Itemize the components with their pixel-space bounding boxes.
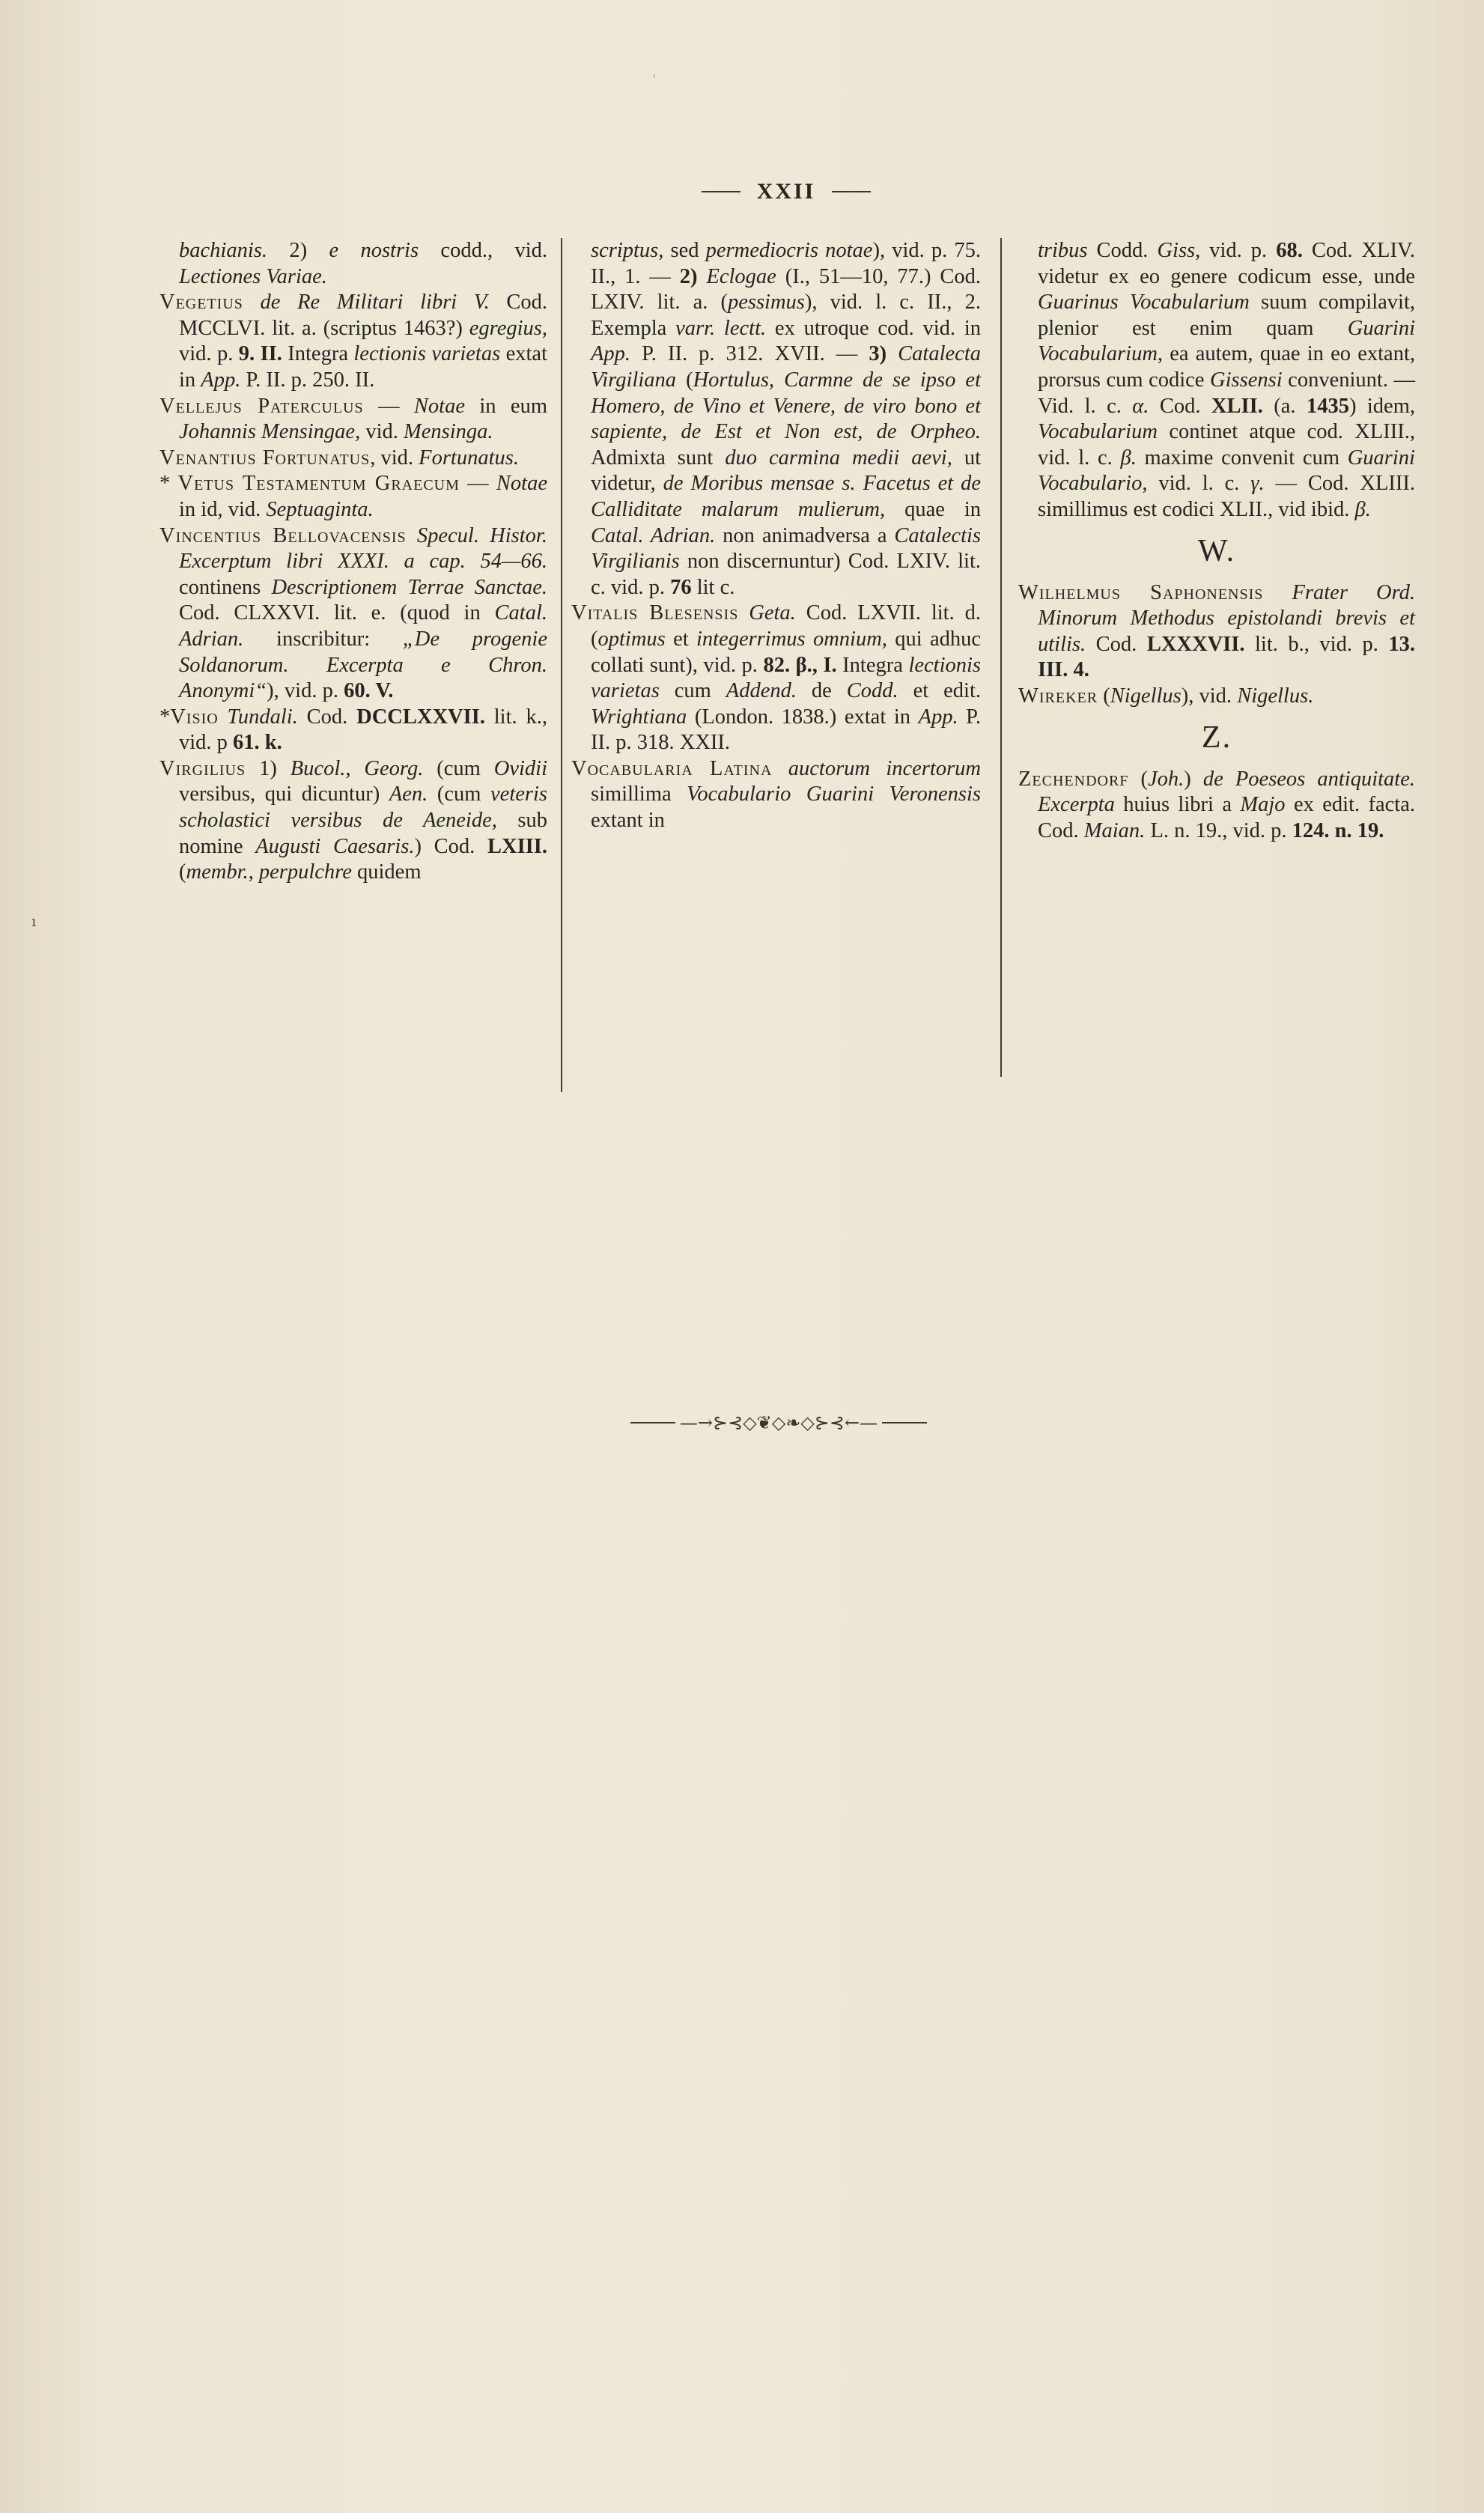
column-divider-right bbox=[1000, 238, 1002, 1077]
entry-vitalis-blesensis: Vitalis Blesensis Geta. Cod. LXVII. lit. d. (optimus et integerrimus omnium, qui adhuc collati sunt), vid. p. 82. β., I. Integra lectionis varietas cum Addend. de Codd. et edit. Wrightiana (London. 1838.) extat in App. P. II. p. 318. XXII. bbox=[571, 601, 982, 755]
page-header bbox=[674, 177, 898, 207]
headword: Wilhelmus Saphonensis bbox=[1018, 580, 1264, 604]
entry-vincentius: Vincentius Bellovacensis Specul. Histor. Excerptum libri XXXI. a cap. 54—66. continens Descriptionem Terrae Sanctae. Cod. CLXXVI. lit. e. (quod in Catal. Adrian. inscribitur: „De progenie Soldanorum. Excerpta e Chron. Anonymi“), vid. p. 60. V. bbox=[159, 523, 547, 703]
headword: Vocabularia Latina bbox=[571, 756, 773, 780]
header-rule-left bbox=[702, 191, 741, 192]
entry-vellejus: Vellejus Paterculus — Notae in eum Johannis Mensingae, vid. Mensinga. bbox=[159, 394, 547, 444]
column-1 bbox=[159, 238, 547, 886]
header-rule-right bbox=[832, 191, 871, 192]
entry-virgilius: Virgilius 1) Bucol., Georg. (cum Ovidii versibus, qui dicuntur) Aen. (cum veteris scholastici versibus de Aeneide, sub nomine Augusti Caesaris.) Cod. LXIII. (membr., perpulchre quidem bbox=[159, 756, 548, 884]
section-letter-w: W. bbox=[1197, 533, 1236, 568]
entry-vegetius: Vegetius de Re Militari libri V. Cod. MCCLVI. lit. a. (scriptus 1463?) egregius, vid. p. 9. II. Integra lectionis varietas extat in App. P. II. p. 250. II. bbox=[159, 291, 547, 392]
entry-zechendorf: Zechendorf (Joh.) de Poeseos antiquitate. Excerpta huius libri a Majo ex edit. facta. Cod. Maian. L. n. 19., vid. p. 124. n. 19. bbox=[1018, 767, 1416, 842]
headword: Wireker bbox=[1018, 684, 1098, 708]
ornament-line-left bbox=[630, 1422, 675, 1423]
headword: Vincentius Bellovacensis bbox=[159, 523, 407, 547]
entry-virgilius-continuation: scriptus, sed permediocris notae), vid. p. 75. II., 1. — 2) Eclogae (I., 51—10, 77.) Cod. LXIV. lit. a. (pessimus), vid. l. c. II., 2. Exempla varr. lectt. ex utroque cod. vid. in App. P. II. p. 312. XVII. — 3) Catalecta Virgiliana (Hortulus, Carmne de se ipso et Homero, de Vino et Venere, de viro bono et sapiente, de Est et Non est, de Orpheo. Admixta sunt duo carmina medii aevi, ut videtur, de Moribus mensae s. Facetus et de Calliditate malarum mulierum, quae in Catal. Adrian. non animadversa a Catalectis Virgilianis non discernuntur) Cod. LXIV. lit. c. vid. p. 76 lit c. bbox=[591, 239, 982, 599]
headword: Zechendorf bbox=[1018, 767, 1129, 791]
headword: Vellejus Paterculus bbox=[159, 394, 364, 418]
column-divider-left bbox=[561, 238, 562, 1092]
entry-wireker: Wireker (Nigellus), vid. Nigellus. bbox=[1018, 684, 1314, 708]
ornament-line-right bbox=[882, 1422, 927, 1423]
column-3 bbox=[1018, 238, 1415, 844]
end-ornament bbox=[599, 1408, 958, 1438]
headword: Visio bbox=[170, 705, 219, 729]
headword: Venantius Fortunatus bbox=[159, 446, 371, 470]
page-number: XXII bbox=[756, 179, 816, 204]
entry-venantius: Venantius Fortunatus, vid. Fortunatus. bbox=[159, 446, 519, 470]
section-letter-z: Z. bbox=[1201, 720, 1232, 755]
entry-vocabularia-continuation: tribus Codd. Giss, vid. p. 68. Cod. XLIV. videtur ex eo genere codicum esse, unde Guarinus Vocabularium suum compilavit, plenior est enim quam Guarini Vocabularium, ea autem, quae in eo extant, prorsus cum codice Gissensi conveniunt. — Vid. l. c. α. Cod. XLII. (a. 1435) idem, Vocabularium continet atque cod. XLIII., vid. l. c. β. maxime convenit cum Guarini Vocabulario, vid. l. c. γ. — Cod. XLIII. simillimus est codici XLII., vid ibid. β. bbox=[1038, 239, 1416, 521]
headword: Vegetius bbox=[159, 291, 243, 314]
headword: Vetus Testamentum Graecum bbox=[177, 472, 460, 496]
headword: Virgilius bbox=[159, 756, 246, 780]
entry-wilhelmus: Wilhelmus Saphonensis Frater Ord. Minorum Methodus epistolandi brevis et utilis. Cod. LXXXVII. lit. b., vid. p. 13. III. 4. bbox=[1018, 580, 1415, 682]
headword: Vitalis Blesensis bbox=[571, 601, 739, 625]
margin-mark: ı bbox=[31, 912, 37, 930]
entry-vetus-testamentum: * Vetus Testamentum Graecum — Notae in id, vid. Septuaginta. bbox=[159, 472, 547, 521]
column-2 bbox=[571, 238, 981, 834]
entry-bachianis-continuation: bachianis. 2) e nostris codd., vid. Lectiones Variae. bbox=[179, 239, 547, 288]
entry-vocabularia-latina: Vocabularia Latina auctorum incertorum simillima Vocabulario Guarini Veronensis extant in bbox=[571, 756, 981, 833]
ink-speck: ' bbox=[653, 73, 656, 85]
ornament-glyphs: —→⊱⊰◇❦◇❧◇⊱⊰←— bbox=[679, 1412, 878, 1433]
entry-visio: *Visio Tundali. Cod. DCCLXXVII. lit. k., vid. p 61. k. bbox=[159, 705, 547, 755]
